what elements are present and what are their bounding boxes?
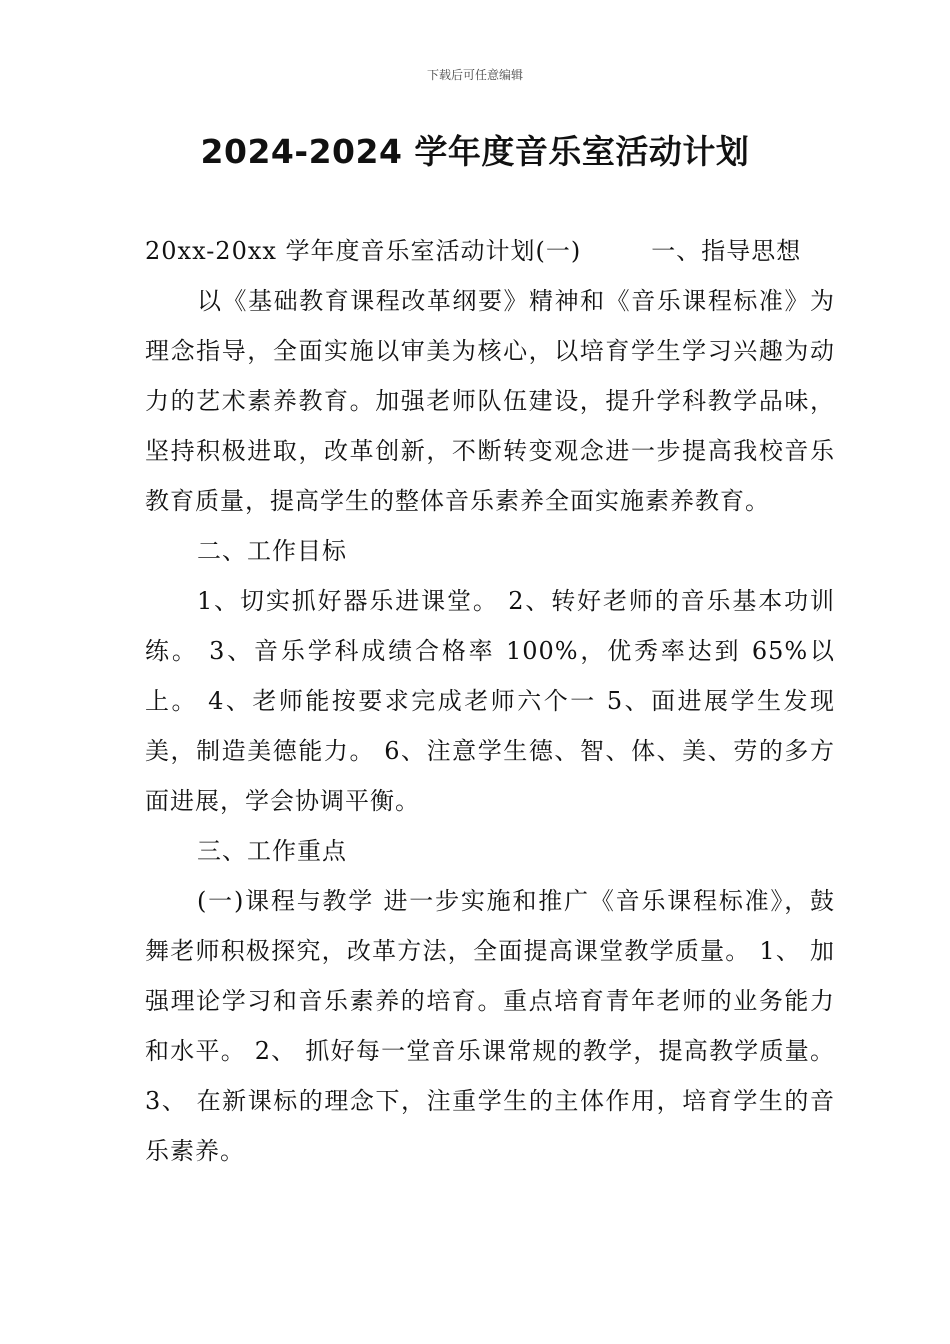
paragraph-focus: (一)课程与教学 进一步实施和推广《音乐课程标准》，鼓舞老师积极探究，改革方法，全面提高课堂教学质量。 1、 加强理论学习和音乐素养的培育。重点培育青年老师的业务能力和水平。 2、 抓好每一堂音乐课常规的教学，提高教学质量。 3、 在新课标的理念下，注重学生的主体作用，培育学生的音乐素养。 xyxy=(145,887,835,1165)
header-note: 下载后可任意编辑 xyxy=(426,68,523,82)
section-heading-goals: 二、工作目标 xyxy=(197,537,347,565)
section-heading-guiding: 一、指导思想 xyxy=(651,237,802,265)
document-body xyxy=(145,226,835,1176)
intro-line xyxy=(145,226,835,276)
section-heading-focus: 三、工作重点 xyxy=(197,837,347,865)
paragraph-guiding-thought: 以《基础教育课程改革纲要》精神和《音乐课程标准》为理念指导，全面实施以审美为核心，以培育学生学习兴趣为动力的艺术素养教育。加强老师队伍建设，提升学科教学品味，坚持积极进取，改革创新，不断转变观念进一步提高我校音乐教育质量，提高学生的整体音乐素养全面实施素养教育。 xyxy=(145,287,835,515)
paragraph-goals: 1、切实抓好器乐进课堂。 2、转好老师的音乐基本功训练。 3、音乐学科成绩合格率 100%，优秀率达到 65%以上。 4、老师能按要求完成老师六个一 5、面进展学生发现美，制造美德能力。 6、注意学生德、智、体、美、劳的多方面进展，学会协调平衡。 xyxy=(145,587,835,815)
document-title: 2024-2024 学年度音乐室活动计划 xyxy=(200,132,750,171)
intro-subtitle: 20xx-20xx 学年度音乐室活动计划(一) xyxy=(145,237,582,265)
